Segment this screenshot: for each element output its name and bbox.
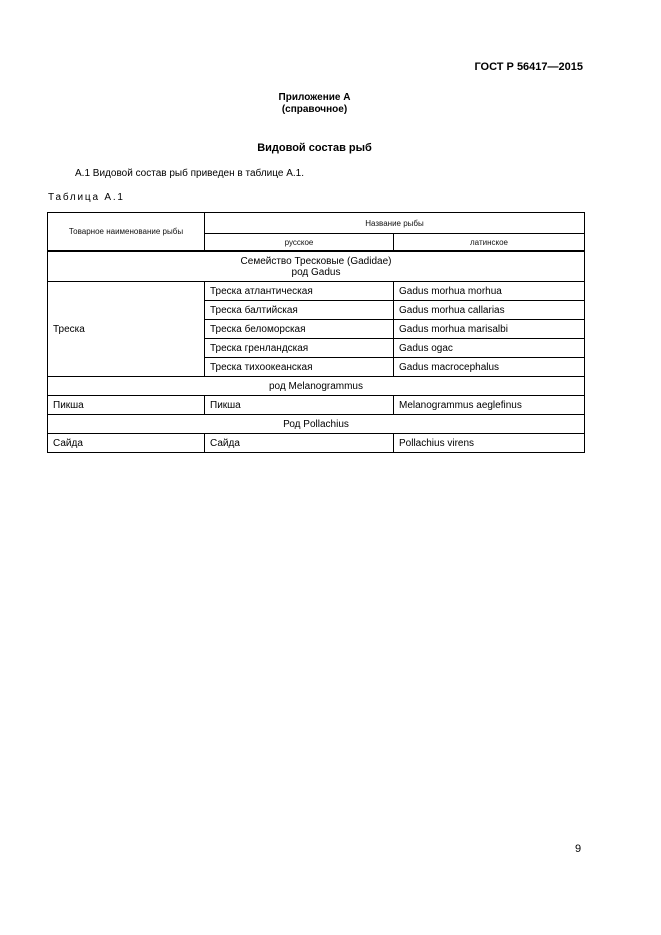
header-fish-name: Название рыбы bbox=[205, 213, 585, 234]
header-latin: латинское bbox=[394, 234, 585, 252]
table-row bbox=[48, 434, 585, 453]
family-name: Семейство Тресковые (Gadidae) bbox=[240, 255, 392, 267]
russian-name-cell: Треска гренландская bbox=[205, 339, 394, 358]
genus-gadus: род Gadus bbox=[291, 266, 341, 278]
section-title: Видовой состав рыб bbox=[257, 142, 372, 154]
russian-name-cell: Треска беломорская bbox=[205, 320, 394, 339]
appendix-subtitle: (справочное) bbox=[281, 104, 348, 115]
intro-paragraph: А.1 Видовой состав рыб приведен в таблице А.1. bbox=[75, 168, 304, 179]
latin-name-cell: Gadus morhua marisalbi bbox=[394, 320, 585, 339]
page-number: 9 bbox=[575, 843, 582, 855]
russian-name-cell: Треска атлантическая bbox=[205, 282, 394, 301]
table-row bbox=[48, 396, 585, 415]
russian-name-cell: Треска балтийская bbox=[205, 301, 394, 320]
appendix-title: Приложение А bbox=[278, 92, 351, 103]
trade-name-cell: Пикша bbox=[48, 396, 205, 415]
fish-species-table bbox=[47, 212, 585, 453]
russian-name-cell: Пикша bbox=[205, 396, 394, 415]
document-code: ГОСТ Р 56417—2015 bbox=[474, 61, 583, 73]
latin-name-cell: Gadus morhua callarias bbox=[394, 301, 585, 320]
russian-name-cell: Треска тихоокеанская bbox=[205, 358, 394, 377]
trade-name-cell: Треска bbox=[48, 282, 205, 377]
trade-name-cell: Сайда bbox=[48, 434, 205, 453]
header-trade-name: Товарное наименование рыбы bbox=[48, 213, 205, 252]
header-russian: русское bbox=[205, 234, 394, 252]
family-gadidae-row bbox=[48, 251, 585, 282]
genus-pollachius-row: Род Pollachius bbox=[48, 415, 585, 434]
latin-name-cell: Gadus ogac bbox=[394, 339, 585, 358]
appendix-heading bbox=[0, 92, 629, 116]
latin-name-cell: Gadus morhua morhua bbox=[394, 282, 585, 301]
latin-name-cell: Gadus macrocephalus bbox=[394, 358, 585, 377]
genus-melanogrammus-row: род Melanogrammus bbox=[48, 377, 585, 396]
latin-name-cell: Melanogrammus aeglefinus bbox=[394, 396, 585, 415]
table-caption: Таблица А.1 bbox=[48, 192, 125, 203]
latin-name-cell: Pollachius virens bbox=[394, 434, 585, 453]
table-row bbox=[48, 282, 585, 301]
russian-name-cell: Сайда bbox=[205, 434, 394, 453]
